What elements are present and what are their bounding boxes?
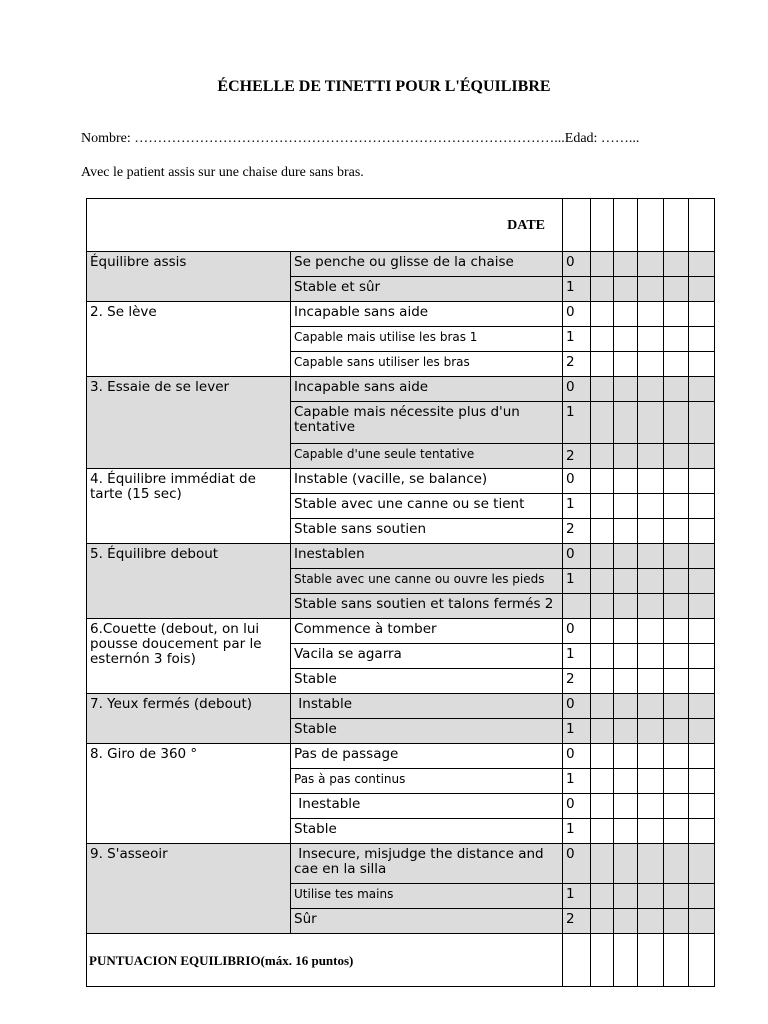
option-score: 0	[563, 844, 591, 884]
score-cell[interactable]	[614, 302, 638, 327]
score-cell[interactable]	[689, 444, 715, 469]
score-cell[interactable]	[664, 519, 689, 544]
score-cell[interactable]	[664, 277, 689, 302]
score-cell[interactable]	[614, 669, 638, 694]
score-cell[interactable]	[689, 544, 715, 569]
option-text: Incapable sans aide	[291, 377, 563, 402]
score-cell[interactable]	[638, 377, 664, 402]
score-cell[interactable]	[689, 794, 715, 819]
score-cell[interactable]	[689, 252, 715, 277]
score-cell[interactable]	[638, 719, 664, 744]
date-cell[interactable]	[664, 199, 689, 252]
option-score: 1	[563, 719, 591, 744]
score-cell[interactable]	[591, 644, 614, 669]
score-cell[interactable]	[664, 352, 689, 377]
score-cell[interactable]	[638, 884, 664, 909]
score-cell[interactable]	[689, 402, 715, 444]
score-cell[interactable]	[614, 884, 638, 909]
option-text: Instable (vacille, se balance)	[291, 469, 563, 494]
score-cell[interactable]	[638, 644, 664, 669]
score-cell[interactable]	[638, 444, 664, 469]
option-score: 0	[563, 744, 591, 769]
option-score: 0	[563, 377, 591, 402]
option-score: 1	[563, 819, 591, 844]
score-cell[interactable]	[614, 494, 638, 519]
score-cell[interactable]	[689, 884, 715, 909]
option-score: 1	[563, 402, 591, 444]
option-score: 0	[563, 619, 591, 644]
option-score: 0	[563, 794, 591, 819]
item-label: 9. S'asseoir	[87, 844, 291, 934]
option-text: Stable	[291, 819, 563, 844]
score-cell[interactable]	[591, 494, 614, 519]
score-cell[interactable]	[638, 669, 664, 694]
score-cell[interactable]	[638, 352, 664, 377]
score-cell[interactable]	[614, 402, 638, 444]
score-cell[interactable]	[591, 694, 614, 719]
option-score: 2	[563, 444, 591, 469]
score-cell[interactable]	[591, 519, 614, 544]
score-cell[interactable]	[664, 469, 689, 494]
score-cell[interactable]	[614, 694, 638, 719]
option-text: Commence à tomber	[291, 619, 563, 644]
score-cell[interactable]	[638, 402, 664, 444]
total-cell[interactable]	[638, 934, 664, 987]
score-cell[interactable]	[689, 494, 715, 519]
score-cell[interactable]	[638, 252, 664, 277]
item-label: 6.Couette (debout, on lui pousse doucement par le esternón 3 fois)	[87, 619, 291, 694]
score-cell[interactable]	[614, 769, 638, 794]
score-cell[interactable]	[614, 744, 638, 769]
date-cell[interactable]	[689, 199, 715, 252]
score-cell[interactable]	[664, 719, 689, 744]
score-cell[interactable]	[689, 744, 715, 769]
score-cell[interactable]	[614, 794, 638, 819]
score-cell[interactable]	[638, 844, 664, 884]
page-title: ÉCHELLE DE TINETTI POUR L'ÉQUILIBRE	[217, 78, 551, 95]
nombre-edad-line: Nombre: ………………………………………………………………………………...Edad: ……...	[81, 131, 640, 146]
score-cell[interactable]	[689, 694, 715, 719]
score-cell[interactable]	[689, 594, 715, 619]
total-cell[interactable]	[689, 934, 715, 987]
score-cell[interactable]	[689, 519, 715, 544]
date-header: DATE	[87, 199, 563, 252]
option-text: Capable mais nécessite plus d'un tentative	[291, 402, 563, 444]
option-score: 0	[563, 694, 591, 719]
total-cell[interactable]	[614, 934, 638, 987]
score-cell[interactable]	[614, 352, 638, 377]
option-score: 1	[563, 569, 591, 594]
option-text: Sûr	[291, 909, 563, 934]
score-cell[interactable]	[664, 884, 689, 909]
total-score-label: PUNTUACION EQUILIBRIO(máx. 16 puntos)	[87, 934, 563, 987]
score-cell[interactable]	[591, 544, 614, 569]
date-cell[interactable]	[638, 199, 664, 252]
score-cell[interactable]	[664, 444, 689, 469]
instruction-text: Avec le patient assis sur une chaise dure sans bras.	[81, 165, 364, 180]
score-cell[interactable]	[591, 719, 614, 744]
total-cell[interactable]	[563, 934, 591, 987]
score-cell[interactable]	[689, 769, 715, 794]
option-score: 2	[563, 352, 591, 377]
item-label: 2. Se lève	[87, 302, 291, 377]
item-label: 8. Giro de 360 °	[87, 744, 291, 844]
score-cell[interactable]	[638, 519, 664, 544]
date-cell[interactable]	[591, 199, 614, 252]
score-cell[interactable]	[689, 377, 715, 402]
score-cell[interactable]	[614, 327, 638, 352]
score-cell[interactable]	[664, 669, 689, 694]
option-score: 1	[563, 884, 591, 909]
score-cell[interactable]	[591, 352, 614, 377]
score-cell[interactable]	[638, 494, 664, 519]
option-score	[563, 594, 591, 619]
score-cell[interactable]	[638, 569, 664, 594]
option-score: 1	[563, 644, 591, 669]
score-cell[interactable]	[689, 302, 715, 327]
score-cell[interactable]	[664, 544, 689, 569]
score-cell[interactable]	[664, 769, 689, 794]
option-text: Se penche ou glisse de la chaise	[291, 252, 563, 277]
item-label: Équilibre assis	[87, 252, 291, 302]
score-cell[interactable]	[664, 744, 689, 769]
score-cell[interactable]	[664, 302, 689, 327]
score-cell[interactable]	[614, 519, 638, 544]
score-cell[interactable]	[638, 469, 664, 494]
option-text: Vacila se agarra	[291, 644, 563, 669]
score-cell[interactable]	[664, 909, 689, 934]
score-cell[interactable]	[591, 619, 614, 644]
score-cell[interactable]	[614, 569, 638, 594]
item-label: 4. Équilibre immédiat de tarte (15 sec)	[87, 469, 291, 544]
score-cell[interactable]	[591, 444, 614, 469]
score-cell[interactable]	[638, 744, 664, 769]
score-cell[interactable]	[664, 594, 689, 619]
score-cell[interactable]	[638, 819, 664, 844]
score-cell[interactable]	[689, 469, 715, 494]
option-text: Capable sans utiliser les bras	[291, 352, 563, 377]
score-cell[interactable]	[689, 327, 715, 352]
score-cell[interactable]	[614, 277, 638, 302]
score-cell[interactable]	[664, 844, 689, 884]
score-cell[interactable]	[664, 402, 689, 444]
item-label: 3. Essaie de se lever	[87, 377, 291, 469]
option-text: Capable mais utilise les bras 1	[291, 327, 563, 352]
score-cell[interactable]	[591, 669, 614, 694]
option-text: Inestable	[291, 794, 563, 819]
score-cell[interactable]	[591, 377, 614, 402]
score-cell[interactable]	[638, 277, 664, 302]
option-text: Stable avec une canne ou se tient	[291, 494, 563, 519]
option-text: Capable d'une seule tentative	[291, 444, 563, 469]
score-cell[interactable]	[638, 794, 664, 819]
option-score: 1	[563, 327, 591, 352]
date-cell[interactable]	[563, 199, 591, 252]
option-score: 0	[563, 302, 591, 327]
score-cell[interactable]	[689, 619, 715, 644]
score-cell[interactable]	[614, 252, 638, 277]
score-cell[interactable]	[591, 594, 614, 619]
score-cell[interactable]	[689, 277, 715, 302]
score-cell[interactable]	[664, 569, 689, 594]
option-score: 0	[563, 252, 591, 277]
option-text: Instable	[291, 694, 563, 719]
score-cell[interactable]	[638, 909, 664, 934]
option-text: Insecure, misjudge the distance and cae en la silla	[291, 844, 563, 884]
tinetti-balance-table	[86, 198, 715, 987]
option-score: 1	[563, 494, 591, 519]
score-cell[interactable]	[638, 769, 664, 794]
score-cell[interactable]	[614, 544, 638, 569]
score-cell[interactable]	[689, 819, 715, 844]
score-cell[interactable]	[614, 619, 638, 644]
score-cell[interactable]	[664, 252, 689, 277]
score-cell[interactable]	[614, 469, 638, 494]
total-cell[interactable]	[664, 934, 689, 987]
item-label: 5. Équilibre debout	[87, 544, 291, 619]
score-cell[interactable]	[614, 719, 638, 744]
score-cell[interactable]	[591, 569, 614, 594]
score-cell[interactable]	[638, 594, 664, 619]
score-cell[interactable]	[591, 819, 614, 844]
score-cell[interactable]	[591, 327, 614, 352]
score-cell[interactable]	[689, 352, 715, 377]
score-cell[interactable]	[591, 302, 614, 327]
score-cell[interactable]	[591, 884, 614, 909]
option-score: 1	[563, 769, 591, 794]
date-cell[interactable]	[614, 199, 638, 252]
option-text: Stable avec une canne ou ouvre les pieds	[291, 569, 563, 594]
option-text: Stable et sûr	[291, 277, 563, 302]
option-text: Incapable sans aide	[291, 302, 563, 327]
option-score: 2	[563, 669, 591, 694]
score-cell[interactable]	[591, 252, 614, 277]
score-cell[interactable]	[614, 377, 638, 402]
option-text: Pas de passage	[291, 744, 563, 769]
score-cell[interactable]	[689, 644, 715, 669]
score-cell[interactable]	[614, 909, 638, 934]
option-text: Inestablen	[291, 544, 563, 569]
option-text: Pas à pas continus	[291, 769, 563, 794]
score-cell[interactable]	[591, 277, 614, 302]
score-cell[interactable]	[664, 694, 689, 719]
score-cell[interactable]	[664, 819, 689, 844]
score-cell[interactable]	[591, 744, 614, 769]
score-cell[interactable]	[689, 719, 715, 744]
item-label: 7. Yeux fermés (debout)	[87, 694, 291, 744]
score-cell[interactable]	[591, 794, 614, 819]
score-cell[interactable]	[614, 594, 638, 619]
score-cell[interactable]	[591, 844, 614, 884]
score-cell[interactable]	[638, 327, 664, 352]
score-cell[interactable]	[591, 909, 614, 934]
score-cell[interactable]	[614, 844, 638, 884]
total-cell[interactable]	[591, 934, 614, 987]
score-cell[interactable]	[638, 302, 664, 327]
option-text: Stable	[291, 719, 563, 744]
score-cell[interactable]	[591, 402, 614, 444]
score-cell[interactable]	[614, 444, 638, 469]
score-cell[interactable]	[591, 769, 614, 794]
score-cell[interactable]	[689, 669, 715, 694]
score-cell[interactable]	[689, 569, 715, 594]
score-cell[interactable]	[664, 644, 689, 669]
option-score: 1	[563, 277, 591, 302]
score-cell[interactable]	[638, 619, 664, 644]
option-text: Stable	[291, 669, 563, 694]
score-cell[interactable]	[638, 544, 664, 569]
score-cell[interactable]	[689, 909, 715, 934]
option-score: 2	[563, 519, 591, 544]
score-cell[interactable]	[664, 327, 689, 352]
score-cell[interactable]	[664, 619, 689, 644]
score-cell[interactable]	[614, 819, 638, 844]
score-cell[interactable]	[664, 377, 689, 402]
score-cell[interactable]	[664, 794, 689, 819]
option-text: Stable sans soutien	[291, 519, 563, 544]
option-score: 0	[563, 469, 591, 494]
option-text: Utilise tes mains	[291, 884, 563, 909]
option-score: 2	[563, 909, 591, 934]
score-cell[interactable]	[638, 694, 664, 719]
option-score: 0	[563, 544, 591, 569]
score-cell[interactable]	[664, 494, 689, 519]
option-text: Stable sans soutien et talons fermés 2	[291, 594, 563, 619]
score-cell[interactable]	[689, 844, 715, 884]
score-cell[interactable]	[591, 469, 614, 494]
score-cell[interactable]	[614, 644, 638, 669]
